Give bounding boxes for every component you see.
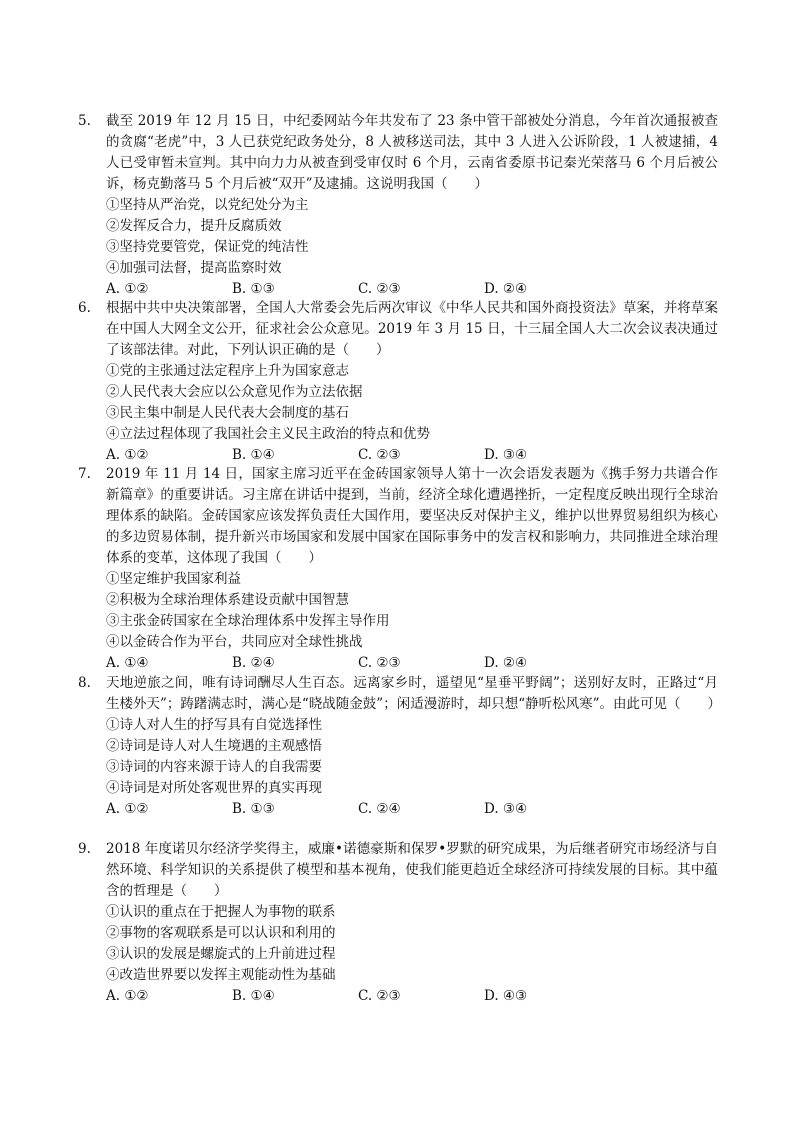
choice-d: D. ③④ [484, 801, 528, 817]
choice-d: D. ③④ [484, 447, 528, 463]
answer-choices [106, 986, 718, 1007]
choice-a: A. ①② [106, 988, 149, 1004]
question-body [106, 673, 722, 820]
choice-b: B. ①③ [232, 801, 275, 817]
statement-option: ③认识的发展是螺旋式的上升前进过程 [106, 946, 336, 962]
statement-option: ③主张金砖国家在全球治理体系中发挥主导作用 [106, 613, 390, 629]
statement-option: ④改造世界要以发挥主观能动性为基础 [106, 967, 336, 983]
question-body [106, 464, 718, 674]
question-stem: 截至 2019 年 12 月 15 日，中纪委网站今年共发布了 23 条中管干部被处分消息，今年首次通报被查的贪腐“老虎”中，3 人已获党纪政务处分，8 人被移送司法，其中 3 人进入公诉阶段，1 人被逮捕，4 人已受审暂未宣判。其中向力力从被查到受审仅时 6 个月，云南省委原书记秦光荣落马 6 个月后被公诉，杨克勤落马 5 个月后被“双开”及逮捕。这说明我国（ ） [106, 113, 718, 192]
choice-a: A. ①② [106, 447, 149, 463]
statement-option: ③坚持党要管党，保证党的纯洁性 [106, 239, 309, 255]
answer-choices [106, 279, 718, 300]
statement-option: ④立法过程体现了我国社会主义民主政治的特点和优势 [106, 426, 430, 442]
choice-a: A. ①② [106, 801, 149, 817]
question-body [106, 839, 718, 1007]
question-stem: 2019 年 11 月 14 日，国家主席习近平在金砖国家领导人第十一次会语发表题为《携手努力共谱合作新篇章》的重要讲话。习主席在讲话中提到，当前，经济全球化遭遇挫折，一定程度反映出现行全球治理体系的缺陷。金砖国家应该发挥负责任大国作用，要坚决反对保护主义，维护以世界贸易组织为核心的多边贸易体制，提升新兴市场国家和发展中国家在国际事务中的发言权和影响力，共同推进全球治理体系的变革，这体现了我国（ ） [106, 466, 718, 566]
choice-b: B. ①④ [232, 988, 275, 1004]
statement-option: ②事物的客观联系是可以认识和利用的 [106, 925, 336, 941]
statement-option: ①坚持从严治党，以党纪处分为主 [106, 197, 309, 213]
answer-choices [106, 445, 718, 466]
statement-option: ①认识的重点在于把握人为事物的联系 [106, 904, 336, 920]
choice-b: B. ②④ [232, 655, 275, 671]
question-number: 6. [78, 300, 91, 316]
statement-option: ①诗人对人生的抒写具有自觉选择性 [106, 717, 322, 733]
question-9 [78, 839, 718, 1007]
statement-option: ①党的主张通过法定程序上升为国家意志 [106, 363, 349, 379]
statement-option: ②发挥反合力，提升反腐质效 [106, 218, 282, 234]
choice-c: C. ②③ [358, 988, 401, 1004]
statement-option: ①坚定维护我国家利益 [106, 571, 241, 587]
choice-a: A. ①④ [106, 655, 149, 671]
choice-d: D. ④③ [484, 988, 528, 1004]
question-7 [78, 464, 718, 674]
question-stem: 天地逆旅之间，唯有诗词酬尽人生百态。远离家乡时，遥望见“星垂平野阔”；送别好友时，正路过“月生楼外天”；踌躇满志时，满心是“晓战随金鼓”；闲适漫游时，却只想“静听松风寒”。由此可见（ ） [106, 675, 722, 712]
statement-option: ③民主集中制是人民代表大会制度的基石 [106, 405, 349, 421]
answer-choices [106, 799, 718, 820]
statement-option: ④诗词是对所处客观世界的真实再现 [106, 780, 322, 796]
choice-c: C. ②③ [358, 281, 401, 297]
statement-option: ④加强司法督，提高监察时效 [106, 260, 282, 276]
question-8 [78, 673, 722, 820]
question-5 [78, 111, 718, 300]
statement-option: ④以金砖合作为平台，共同应对全球性挑战 [106, 634, 363, 650]
choice-c: C. ②③ [358, 655, 401, 671]
choice-c: C. ②④ [358, 801, 401, 817]
statement-option: ②积极为全球治理体系建设贡献中国智慧 [106, 592, 349, 608]
question-stem: 2018 年度诺贝尔经济学奖得主，威廉•诺德豪斯和保罗•罗默的研究成果，为后继者研究市场经济与自然环境、科学知识的关系提供了模型和基本视角，使我们能更趋近全球经济可持续发展的目标。其中蕴含的哲理是（ ） [106, 841, 718, 899]
statement-option: ③诗词的内容来源于诗人的自我需要 [106, 759, 322, 775]
choice-d: D. ②④ [484, 281, 528, 297]
choice-a: A. ①② [106, 281, 149, 297]
answer-choices [106, 653, 718, 674]
question-number: 5. [78, 113, 91, 129]
choice-c: C. ②③ [358, 447, 401, 463]
choice-b: B. ①③ [232, 281, 275, 297]
question-body [106, 111, 718, 300]
choice-b: B. ①④ [232, 447, 275, 463]
question-6 [78, 298, 718, 466]
statement-option: ②诗词是诗人对人生境遇的主观感悟 [106, 738, 322, 754]
choice-d: D. ②④ [484, 655, 528, 671]
question-body [106, 298, 718, 466]
question-number: 7. [78, 466, 91, 482]
question-stem: 根据中共中央决策部署，全国人大常委会先后两次审议《中华人民共和国外商投资法》草案，并将草案在中国人大网全文公开，征求社会公众意见。2019 年 3 月 15 日，十三届全国人大二次会议表决通过了该部法律。对此，下列认识正确的是（ ） [106, 300, 718, 358]
question-number: 8. [78, 675, 91, 691]
question-number: 9. [78, 841, 91, 857]
statement-option: ②人民代表大会应以公众意见作为立法依据 [106, 384, 363, 400]
